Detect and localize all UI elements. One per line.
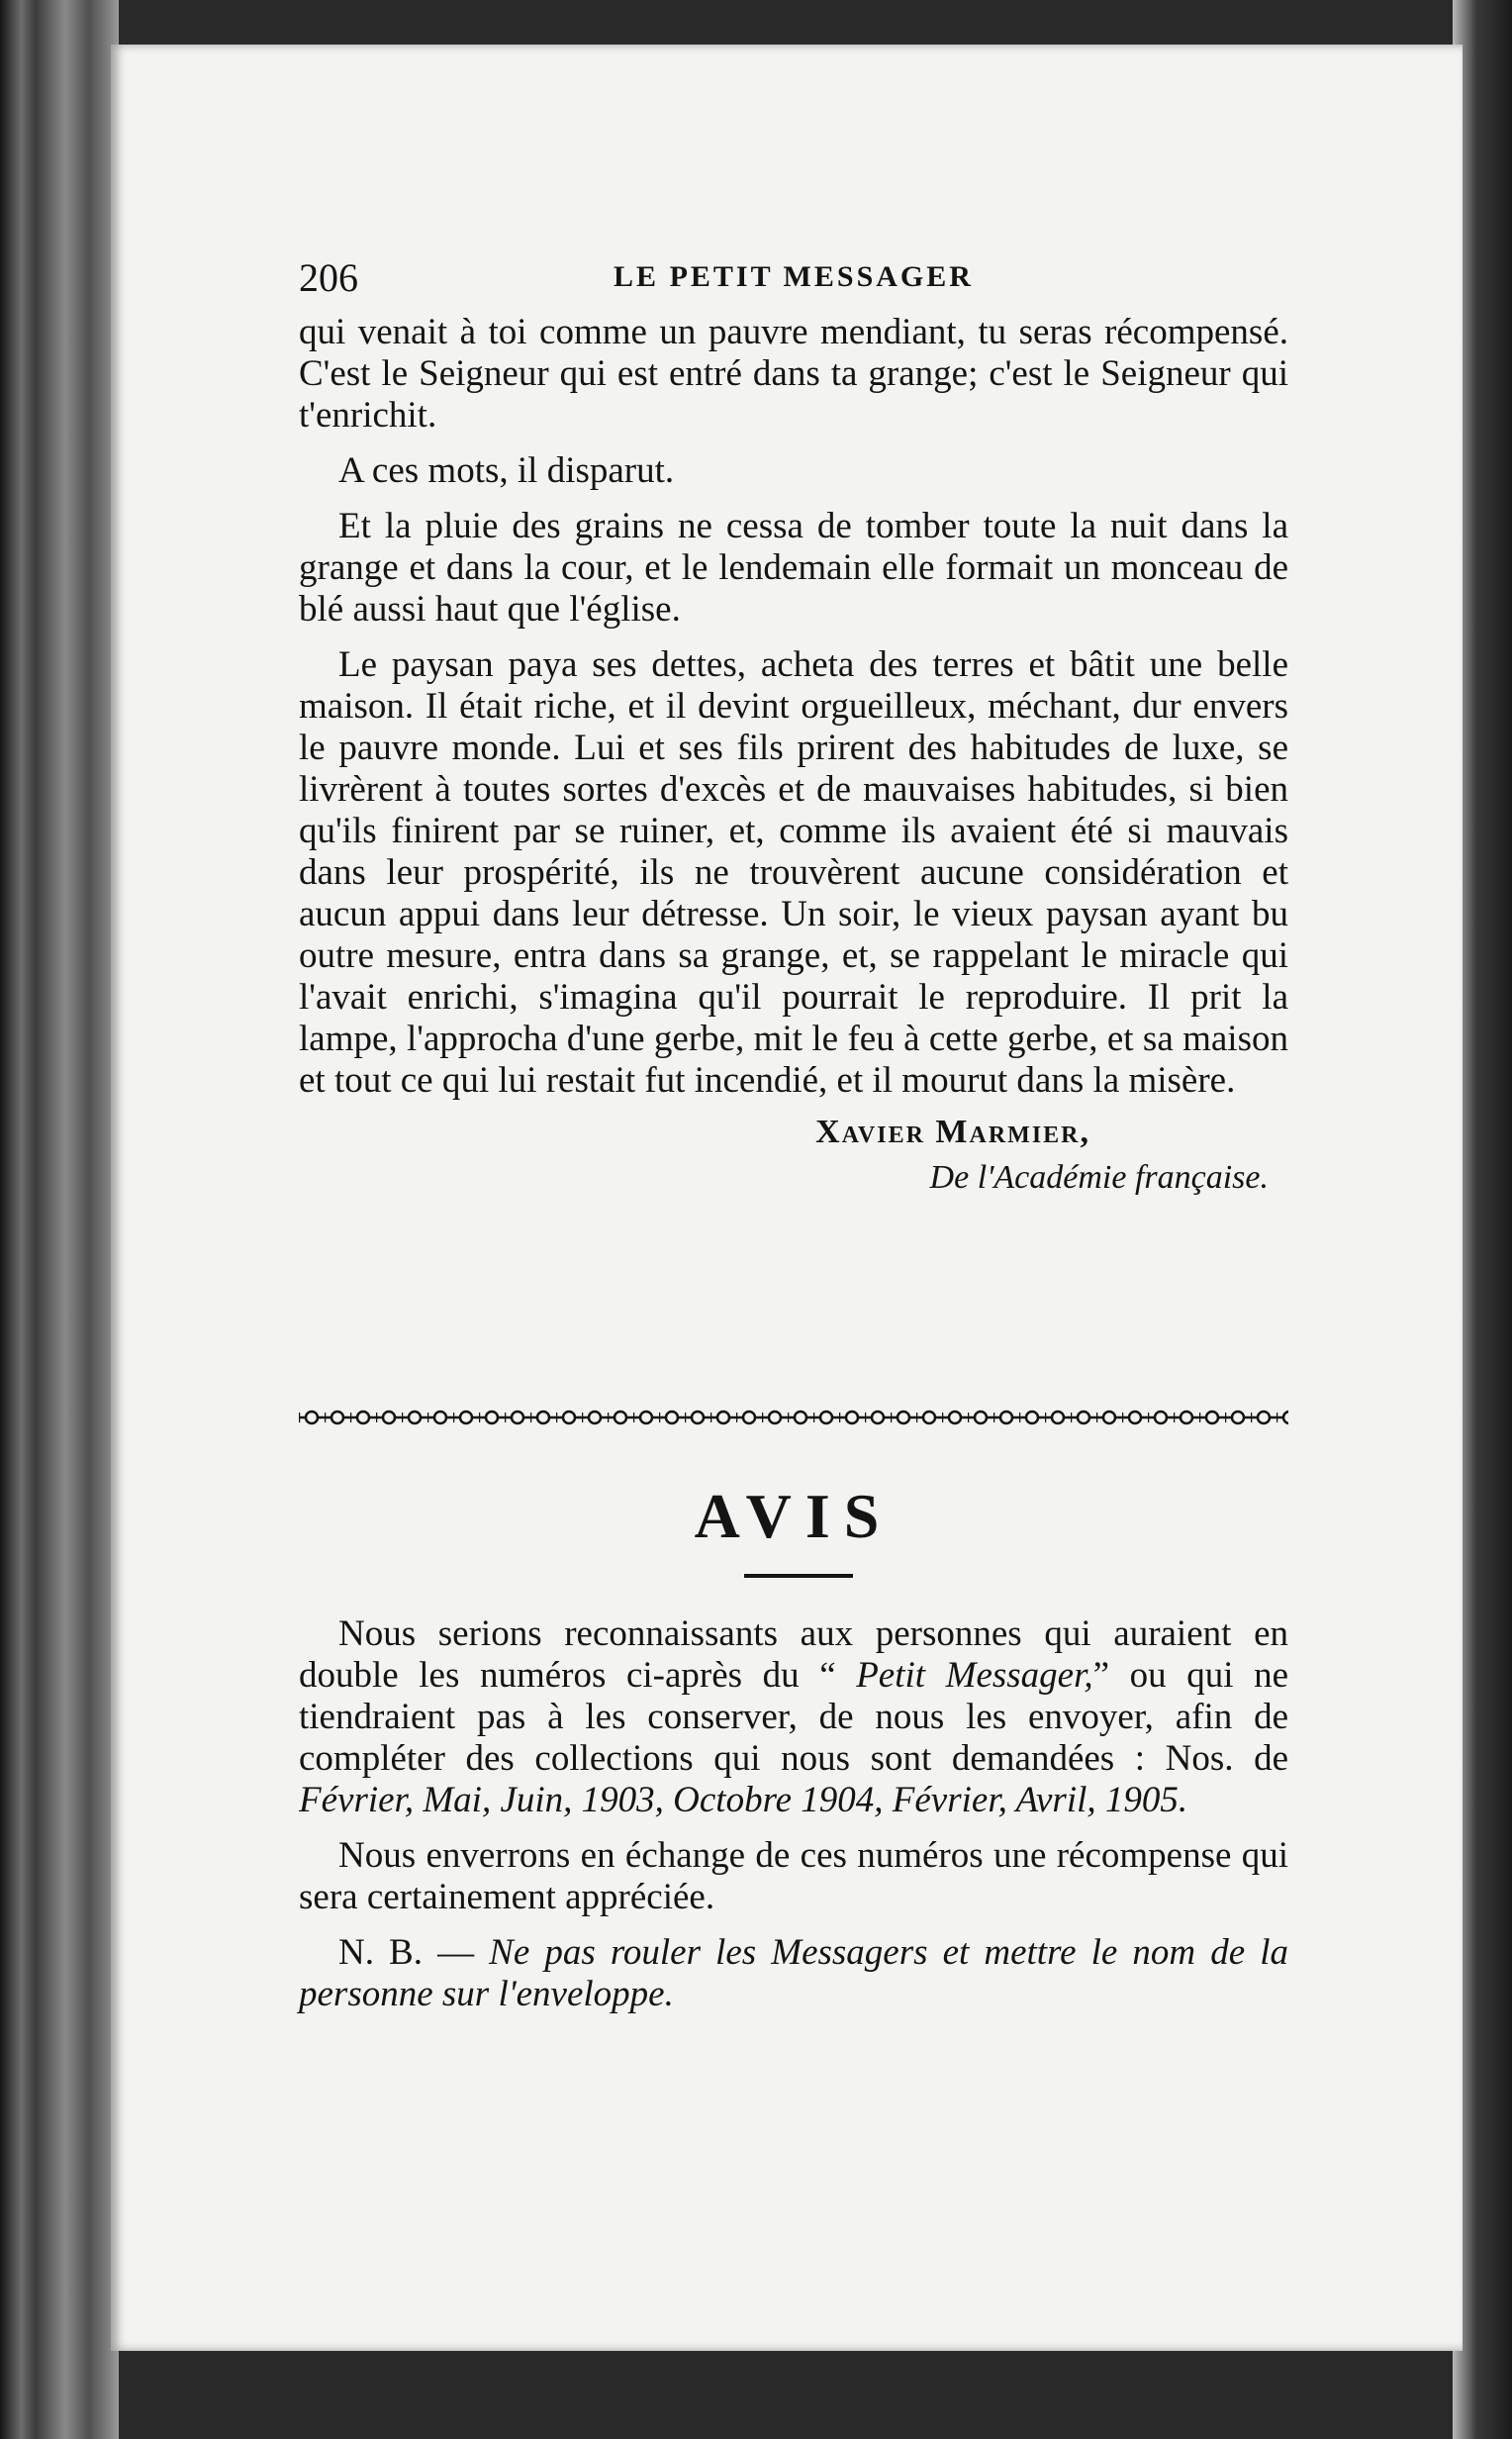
ornamental-divider [299,1406,1288,1429]
story-affiliation: De l'Académie française. [929,1159,1269,1196]
avis-text [299,1613,1288,2015]
running-head [299,254,1288,304]
story-paragraph: A ces mots, il disparut. [338,450,675,491]
story-paragraph: qui venait à toi comme un pauvre mendiant, tu seras récompensé. C'est le Seigneur qui est entré dans ta grange; c'est le Seigneur qui t'enrichit. [299,312,1288,436]
avis-title: AVIS [694,1481,894,1551]
avis-paragraph-2: Nous enverrons en échange de ces numéros une récompense qui sera certainement appréciée. [299,1835,1288,1917]
avis-p1-before: Nous serions reconnaissants aux personnes qui auraient en double les numéros ci-après du “ [299,1613,1288,1696]
avis-p1-mid: ” ou qui ne tiendraient pas à les conserver, de nous les envoyer, afin de compléter des collections qui nous sont demandées : Nos. de [299,1655,1288,1779]
avis-paragraph-1 [299,1613,1288,1821]
page-number: 206 [299,255,358,300]
nb-text: Ne pas rouler les Messagers et mettre le nom de la personne sur l'enveloppe. [299,1932,1289,2014]
book-page [111,45,1463,2351]
running-title: LE PETIT MESSAGER [614,260,974,293]
avis-nota-bene [299,1932,1288,2015]
avis-p1-dates: Février, Mai, Juin, 1903, Octobre 1904, Février, Avril, 1905. [299,1780,1188,1820]
book-edge-left [0,0,119,2439]
story-author: Xavier Marmier, [815,1114,1090,1150]
avis-rule [744,1574,853,1578]
avis-p1-title: Petit Messager, [856,1655,1093,1696]
nb-label: N. B. — [338,1932,490,1973]
story-paragraph: Le paysan paya ses dettes, acheta des terres et bâtit une belle maison. Il était riche, et il devint orgueilleux, méchant, dur envers le pauvre monde. Lui et ses fils prirent des habitudes de luxe, se livrèrent à toutes sortes d'excès et de mauvaises habitudes, si bien qu'ils finirent par se ruiner, et, comme ils avaient été si mauvais dans leur prospérité, ils ne trouvèrent aucune considération et aucun appui dans leur détresse. Un soir, le vieux paysan ayant bu outre mesure, entra dans sa grange, et, se rappelant le miracle qui l'avait enrichi, s'imagina qu'il pourrait le reproduire. Il prit la lampe, l'approcha d'une gerbe, mit le feu à cette gerbe, et sa maison et tout ce qui lui restait fut incendié, et il mourut dans la misère. [299,644,1288,1101]
story-paragraph: Et la pluie des grains ne cessa de tomber toute la nuit dans la grange et dans la cour, et le lendemain elle formait un monceau de blé aussi haut que l'église. [299,506,1288,630]
story-text [299,312,1288,1201]
